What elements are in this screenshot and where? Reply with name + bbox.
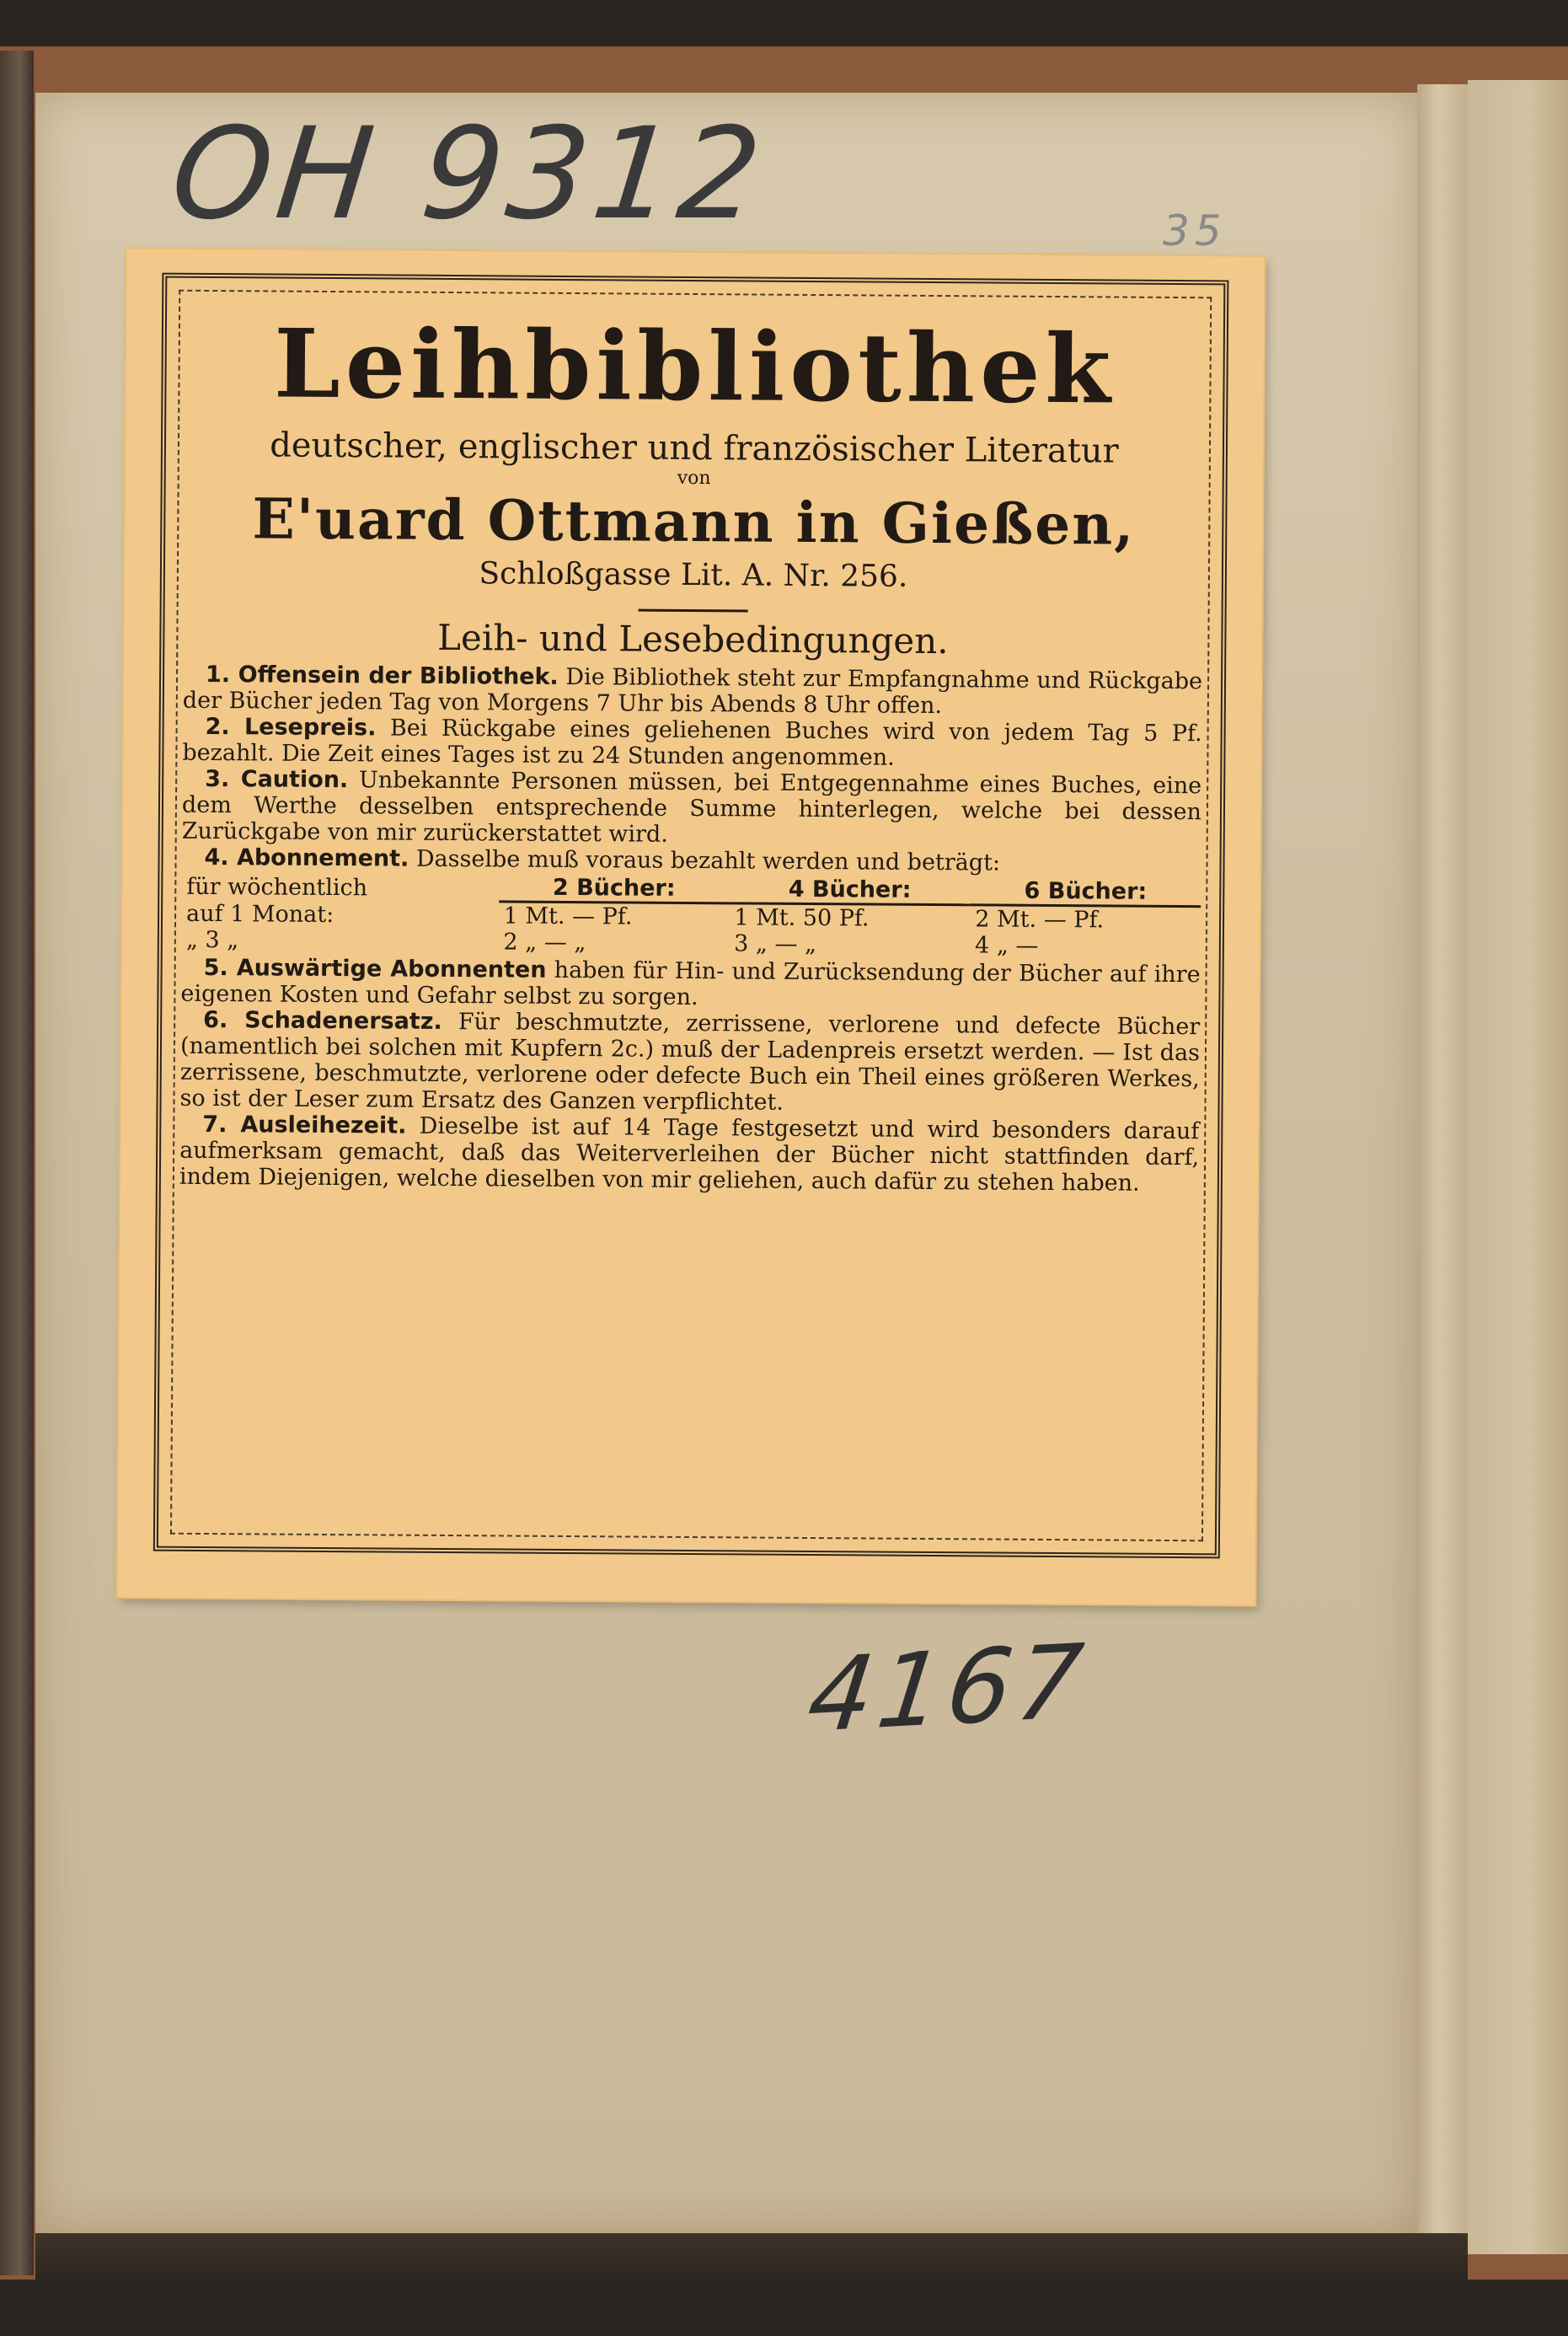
label-text xyxy=(179,300,1205,1197)
price-cell: 3 „ — „ xyxy=(734,930,817,958)
conditions-heading: Leih- und Lesebedingungen. xyxy=(436,616,949,662)
clause-7 xyxy=(179,1112,1200,1197)
label-address: Schloßgasse Lit. A. Nr. 256. xyxy=(479,556,908,594)
label-von: von xyxy=(677,467,711,490)
clause-7-text: Dieselbe ist auf 14 Tage festgesetzt und wird besonders darauf aufmerksam gemacht, daß das Weiterverleihen der Bücher nicht stattfinden darf, indem Diejenigen, welche dieselben von mir geliehen, auch dafür zu stehen haben. xyxy=(179,1112,1200,1197)
clause-2-heading: 2. Lesepreis. xyxy=(205,713,377,742)
price-row-label: für wöchentlich xyxy=(186,873,368,901)
cover-spine-edge xyxy=(0,51,34,2275)
clause-5 xyxy=(180,955,1200,1014)
price-header-4-books: 4 Bücher: xyxy=(730,876,971,904)
subscription-price-table xyxy=(181,872,1201,960)
handwritten-accession-number: 4167 xyxy=(801,1622,1094,1756)
handwritten-shelfmark: OH 9312 xyxy=(164,101,773,248)
pencil-number: 35 xyxy=(1163,206,1227,255)
price-cell: 1 Mt. 50 Pf. xyxy=(734,904,870,932)
clause-2-text: Bei Rückgabe eines geliehenen Buches wird von jedem Tag 5 Pf. bezahlt. Die Zeit eines Tages ist zu 24 Stunden angenommen. xyxy=(182,715,1202,771)
price-cell: 2 Mt. — Pf. xyxy=(975,906,1105,934)
label-divider xyxy=(639,609,748,613)
clause-7-heading: 7. Ausleihezeit. xyxy=(202,1111,407,1139)
price-header-2-books: 2 Bücher: xyxy=(499,874,730,903)
price-cell: 2 „ — „ xyxy=(503,929,586,956)
library-label xyxy=(117,249,1264,1605)
clause-4-text: Dasselbe muß voraus bezahlt werden und beträgt: xyxy=(415,845,1001,876)
clause-6-text: Für beschmutzte, zerrissene, verlorene und defecte Bücher (namentlich bei solchen mit Kupfern 2c.) muß der Ladenpreis ersetzt werden. — Ist das zerrissene, beschmutzte, verlorene oder defecte Buch ein Theil eines größeren Werkes, so ist der Leser zum Ersatz des Ganzen verpflichtet. xyxy=(179,1009,1201,1116)
clause-5-heading: 5. Auswärtige Abonnenten xyxy=(203,954,547,983)
clause-1 xyxy=(183,662,1202,721)
label-subtitle: deutscher, englischer und französischer Literatur xyxy=(270,426,1119,471)
clause-2 xyxy=(182,714,1201,773)
clause-1-text: Die Bibliothek steht zur Empfangnahme und Rückgabe der Bücher jeden Tag von Morgens 7 Uhr bis Abends 8 Uhr offen. xyxy=(182,663,1203,720)
label-owner: E'uard Ottmann in Gießen, xyxy=(252,485,1136,558)
price-header-6-books: 6 Bücher: xyxy=(970,877,1201,906)
clause-5-text: haben für Hin- und Zurücksendung der Bücher auf ihre eigenen Kosten und Gefahr selbst zu sorgen. xyxy=(180,956,1201,1011)
scan-background-top xyxy=(0,0,1568,51)
cover-bottom-edge xyxy=(35,2233,1468,2284)
price-row-label: „ 3 „ xyxy=(185,926,239,954)
endpaper-right xyxy=(1468,80,1568,2254)
clause-6-heading: 6. Schadenersatz. xyxy=(203,1006,442,1035)
price-cell: 1 Mt. — Pf. xyxy=(503,903,633,930)
clause-3 xyxy=(182,766,1202,851)
clause-1-heading: 1. Offensein der Bibliothek. xyxy=(205,661,559,690)
clause-4-heading: 4. Abonnement. xyxy=(204,844,409,872)
page-gutter xyxy=(1417,84,1468,2242)
price-cell: 4 „ — xyxy=(975,932,1039,959)
clause-3-text: Unbekannte Personen müssen, bei Entgegennahme eines Buches, eine dem Werthe desselben entsprechende Summe hinterlegen, welche bei dessen Zurückgabe von mir zurückerstattet wird. xyxy=(181,767,1202,848)
label-title: Leihbibliothek xyxy=(273,308,1116,426)
price-row-label: auf 1 Monat: xyxy=(185,900,334,929)
clause-3-heading: 3. Caution. xyxy=(205,765,349,794)
clause-6 xyxy=(179,1007,1200,1118)
